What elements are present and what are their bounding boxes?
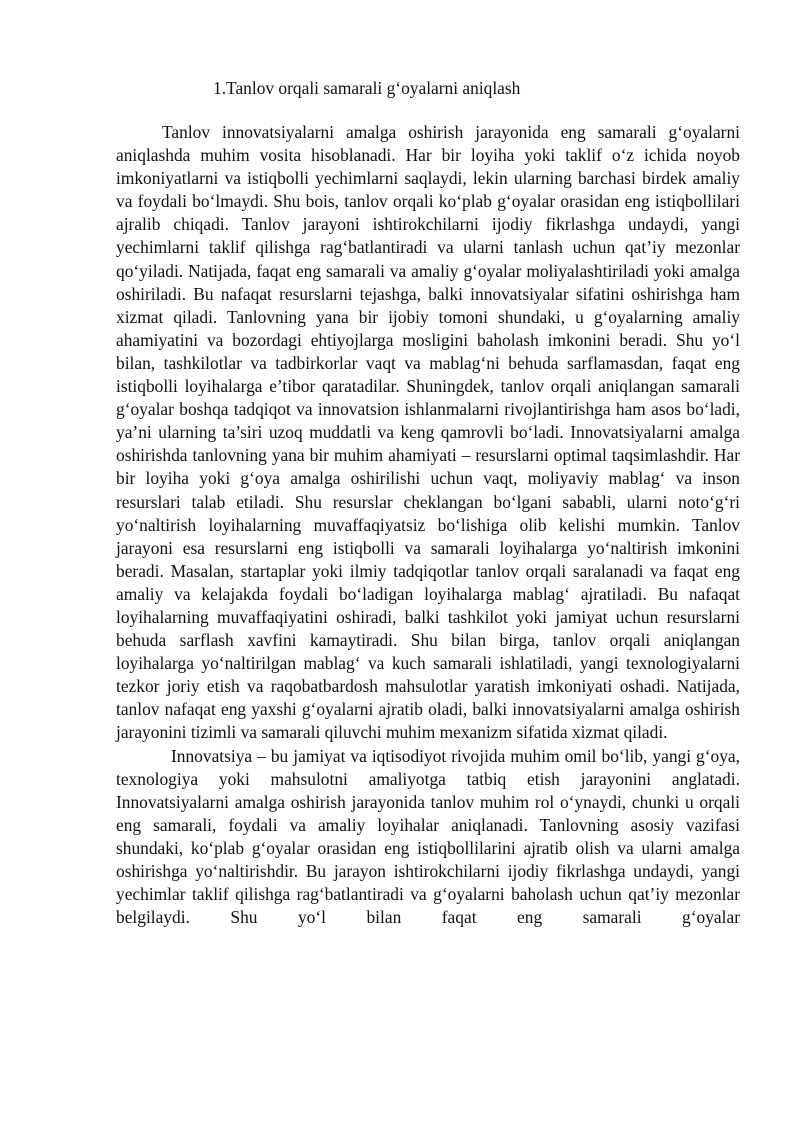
paragraph-1: Tanlov innovatsiyalarni amalga oshirish jarayonida eng samarali g‘oyalarni aniqlashda muhim vosita hisoblanadi. Har bir loyiha yoki taklif o‘z ichida noyob imkoniyatlarni va istiqbolli yechimlarni saqlaydi, lekin ularning barchasi birdek amaliy va foydali bo‘lmaydi. Shu bois, tanlov orqali ko‘plab g‘oyalar orasidan eng istiqbollilari ajralib chiqadi. Tanlov jarayoni ishtirokchilarni ijodiy fikrlashga undaydi, yangi yechimlarni taklif qilishga rag‘batlantiradi va ularni tanlash uchun qat’iy mezonlar qo‘yiladi. Natijada, faqat eng samarali va amaliy g‘oyalar moliyalashtiriladi yoki amalga oshiriladi. Bu nafaqat resurslarni tejashga, balki innovatsiyalar sifatini oshirishga ham xizmat qiladi. Tanlovning yana bir ijobiy tomoni shundaki, u g‘oyalarning amaliy ahamiyatini va bozordagi ehtiyojlarga mosligini baholash imkonini beradi. Shu yo‘l bilan, tashkilotlar va tadbirkorlar vaqt va mablag‘ni behuda sarflamasdan, faqat eng istiqbolli loyihalarga e’tibor qaratadilar. Shuningdek, tanlov orqali aniqlangan samarali g‘oyalar boshqa tadqiqot va innovatsion ishlanmalarni rivojlantirishga ham asos bo‘ladi, ya’ni ularning ta’siri uzoq muddatli va keng qamrovli bo‘ladi. Innovatsiyalarni amalga oshirishda tanlovning yana bir muhim ahamiyati – resurslarni optimal taqsimlashdir. Har bir loyiha yoki g‘oya amalga oshirilishi uchun vaqt, moliyaviy mablag‘ va inson resurslari talab etiladi. Shu resurslar cheklangan bo‘lgani sababli, ularni noto‘g‘ri yo‘naltirish loyihalarning muvaffaqiyatsiz bo‘lishiga olib kelishi mumkin. Tanlov jarayoni esa resurslarni eng istiqbolli va samarali loyihalarga yo‘naltirish imkonini beradi. Masalan, startaplar yoki ilmiy tadqiqotlar tanlov orqali saralanadi va faqat eng amaliy va kelajakda foydali bo‘ladigan loyihalarga mablag‘ ajratiladi. Bu nafaqat loyihalarning muvaffaqiyatini oshiradi, balki tashkilot yoki jamiyat uchun resurslarni behuda sarflash xavfini kamaytiradi. Shu bilan birga, tanlov orqali aniqlangan loyihalarga yo‘naltirilgan mablag‘ va kuch samarali ishlatiladi, yangi texnologiyalarni tezkor joriy etish va raqobatbardosh mahsulotlar yaratish imkoniyati oshadi. Natijada, tanlov nafaqat eng yaxshi g‘oyalarni ajratib oladi, balki innovatsiyalarni amalga oshirish jarayonini tizimli va samarali qiluvchi muhim mexanizm sifatida xizmat qiladi. bbox=[116, 122, 740, 743]
paragraph-2: Innovatsiya – bu jamiyat va iqtisodiyot rivojida muhim omil bo‘lib, yangi g‘oya, texnologiya yoki mahsulotni amaliyotga tatbiq etish jarayonini anglatadi. Innovatsiyalarni amalga oshirish jarayonida tanlov muhim rol o‘ynaydi, chunki u orqali eng samarali, foydali va amaliy loyihalar aniqlanadi. Tanlovning asosiy vazifasi shundaki, ko‘plab g‘oyalar orasidan eng istiqbollilarini ajratib olish va ularni amalga oshirishga yo‘naltirishdir. Bu jarayon ishtirokchilarni ijodiy fikrlashga undaydi, yangi yechimlar taklif qilishga rag‘batlantiradi va g‘oyalarni baholash uchun qat’iy mezonlar belgilaydi. Shu yo‘l bilan faqat eng samarali g‘oyalar bbox=[116, 745, 740, 928]
section-title: 1.Tanlov orqali samarali g‘oyalarni aniqlash bbox=[213, 78, 521, 98]
body-text bbox=[116, 121, 740, 929]
